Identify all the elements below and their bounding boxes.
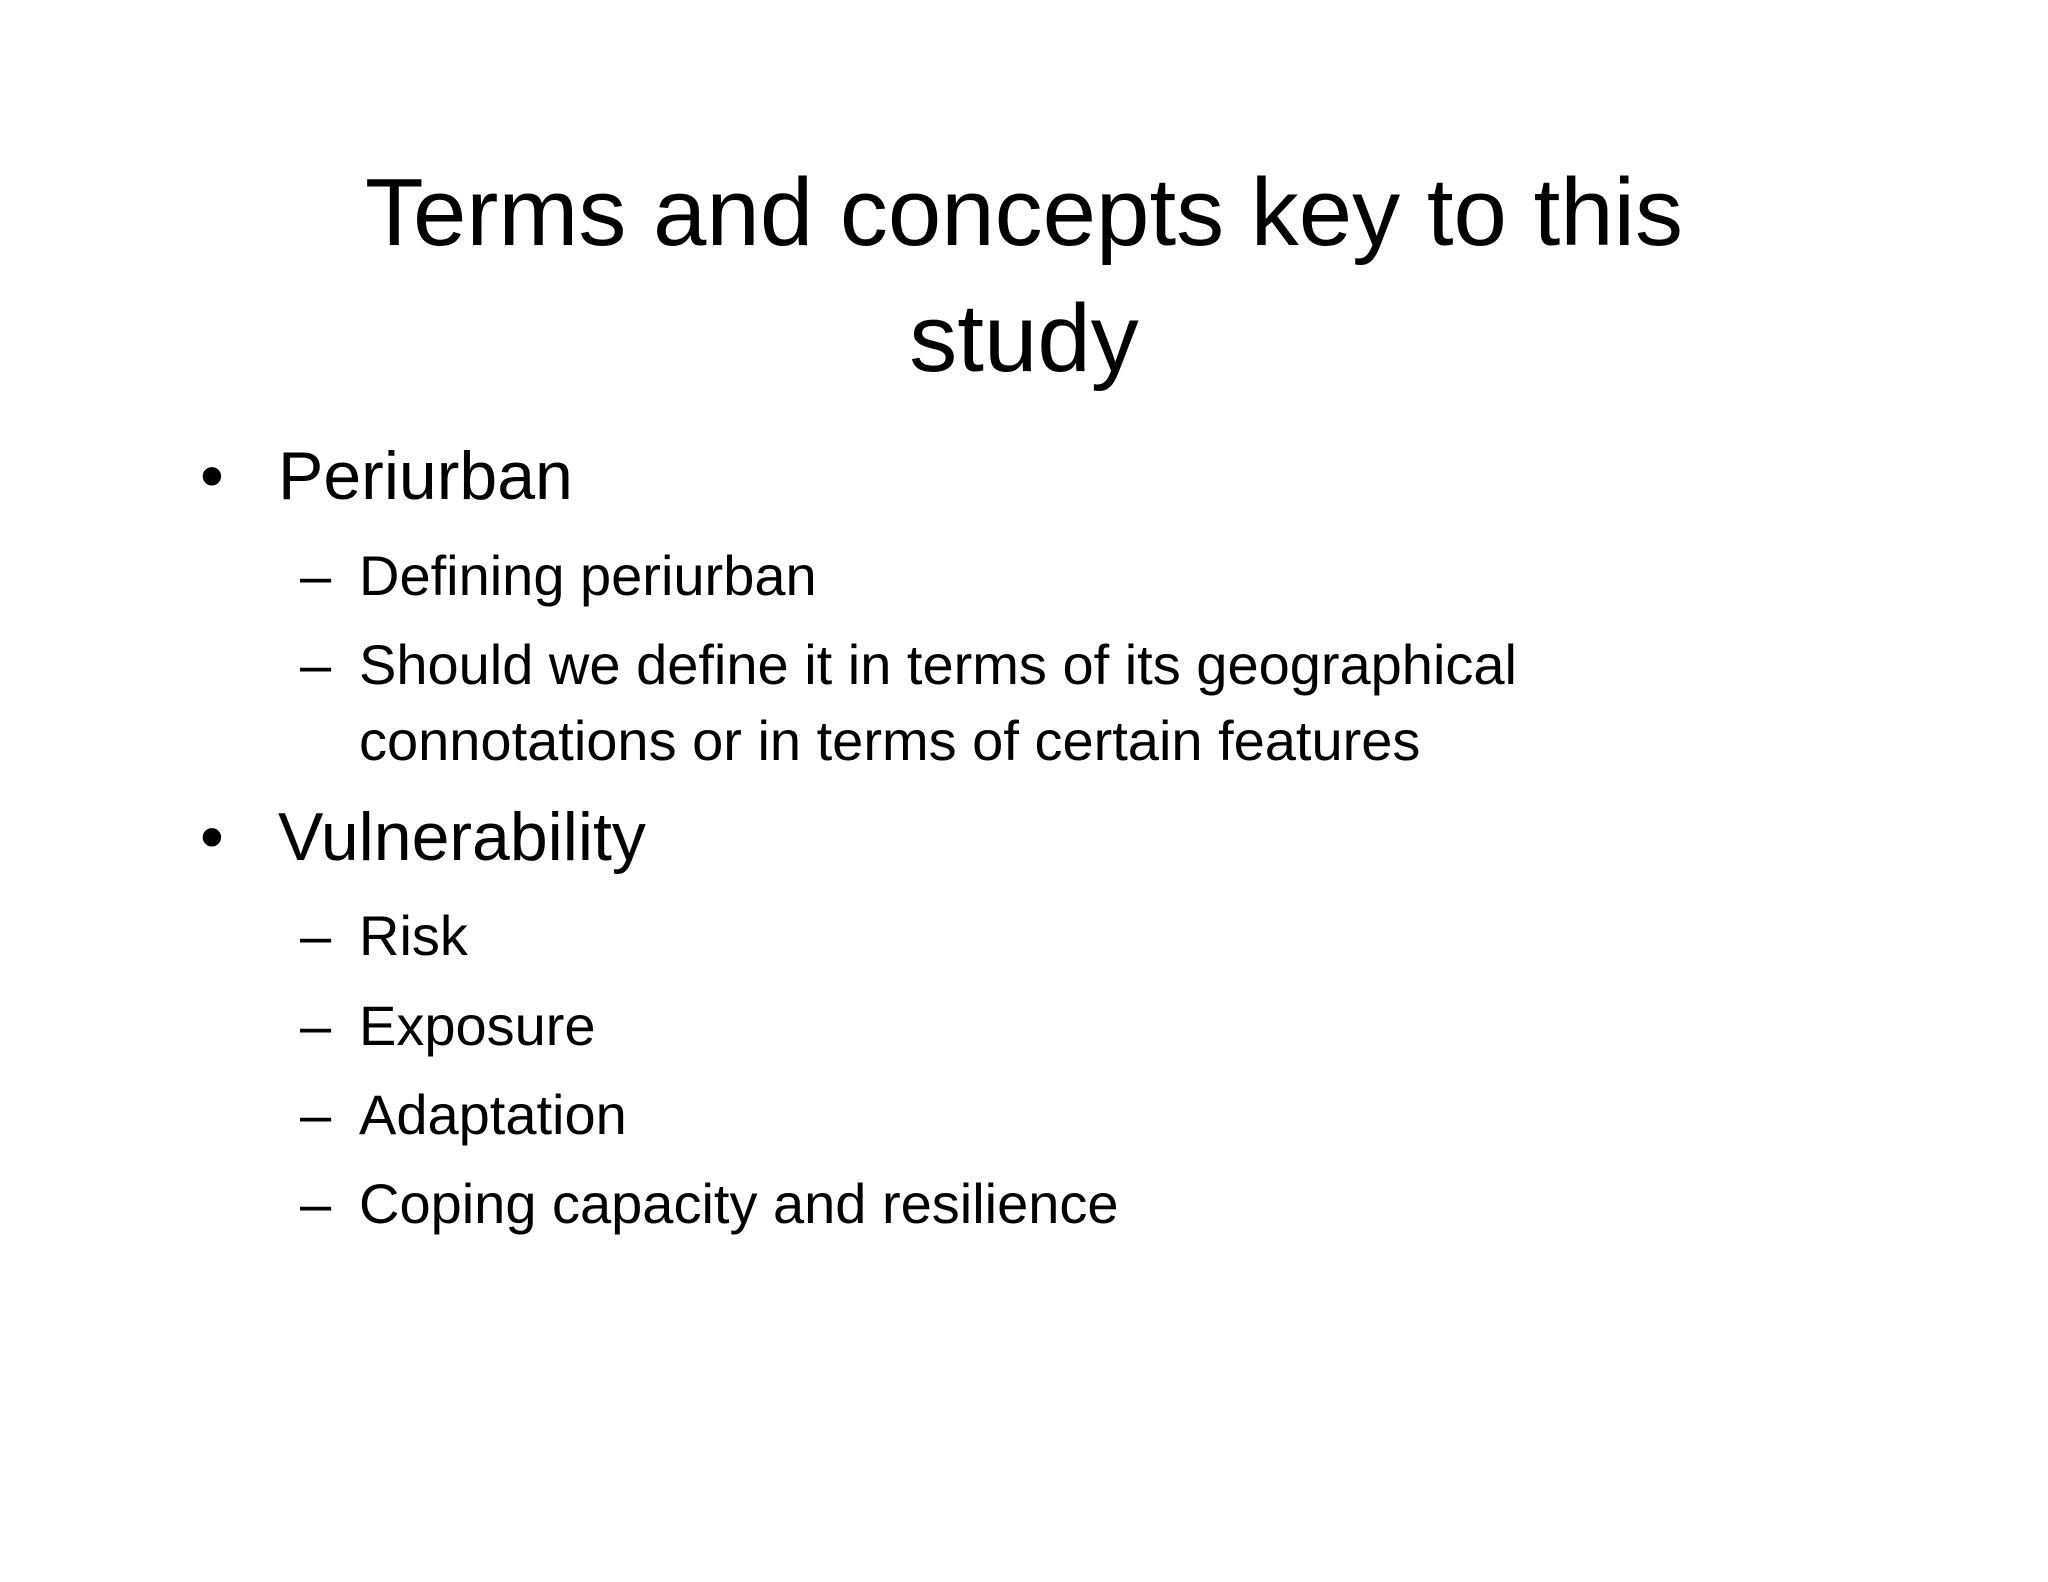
dash-icon: –: [300, 904, 332, 967]
dash-icon: –: [300, 544, 332, 607]
sub-item-label: Exposure: [359, 994, 596, 1057]
sub-item-label: Should we define it in terms of its geographical: [359, 633, 1517, 696]
bullet-icon: •: [200, 438, 224, 514]
sub-item-label: Adaptation: [359, 1083, 627, 1146]
slide-title-line-2: study: [909, 285, 1139, 392]
dash-icon: –: [300, 1172, 332, 1235]
slide-title-line-1: Terms and concepts key to this: [365, 159, 1683, 266]
sub-item-label-continued: connotations or in terms of certain features: [359, 709, 1421, 772]
slide-title: [0, 150, 2048, 402]
dash-icon: –: [300, 994, 332, 1057]
bullet-label: Vulnerability: [278, 799, 646, 875]
bullet-icon: •: [200, 799, 224, 875]
sub-item-label: Risk: [359, 904, 468, 967]
sub-item-label: Coping capacity and resilience: [359, 1172, 1119, 1235]
bullet-label: Periurban: [278, 438, 573, 514]
dash-icon: –: [300, 633, 332, 696]
sub-item-label: Defining periurban: [359, 544, 817, 607]
dash-icon: –: [300, 1083, 332, 1146]
